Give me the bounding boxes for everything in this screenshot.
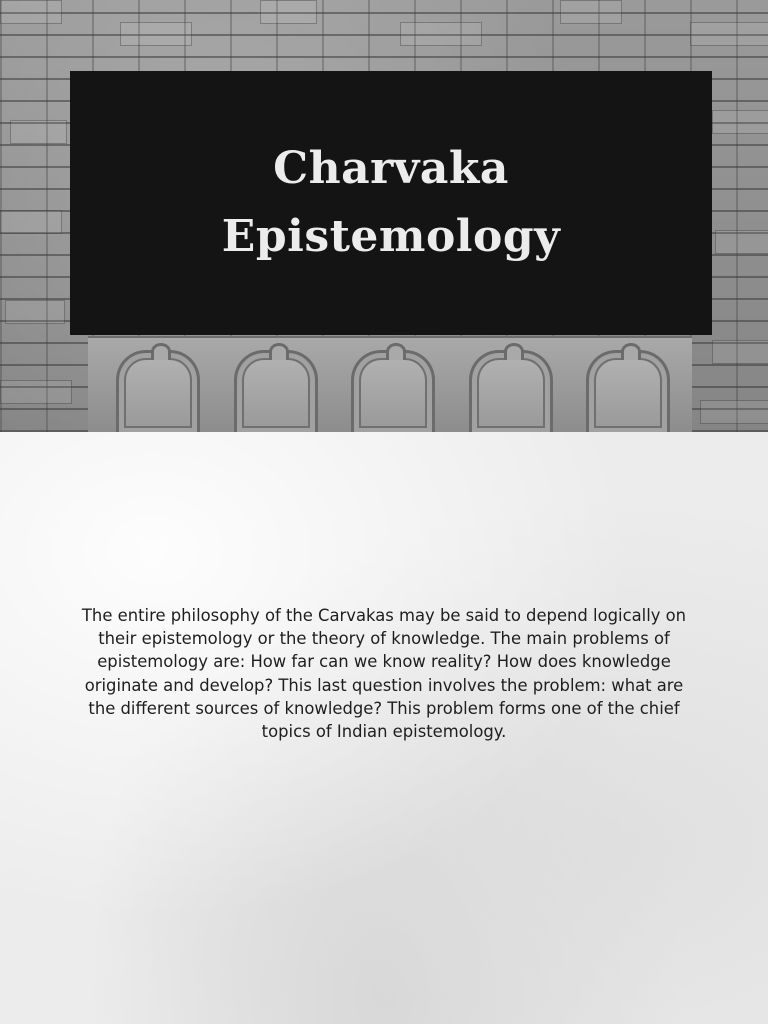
title-plate [70, 71, 712, 335]
title-line-1: Charvaka [273, 143, 509, 194]
frieze-arch [586, 350, 670, 432]
title-line-2: Epistemology [221, 211, 561, 262]
frieze-arch [116, 350, 200, 432]
frieze-arch [234, 350, 318, 432]
frieze-arch [351, 350, 435, 432]
frieze-arch [469, 350, 553, 432]
carved-frieze [88, 336, 692, 432]
page-title [222, 135, 560, 271]
paper-background [0, 432, 768, 1024]
body-paragraph: The entire philosophy of the Carvakas may be said to depend logically on their epistemology or the theory of knowledge. The main problems of epistemology are: How far can we know reality? How does knowledge originate and develop? This last question involves the problem: what are the different sources of knowledge? This problem forms one of the chief topics of Indian epistemology. [81, 606, 687, 742]
